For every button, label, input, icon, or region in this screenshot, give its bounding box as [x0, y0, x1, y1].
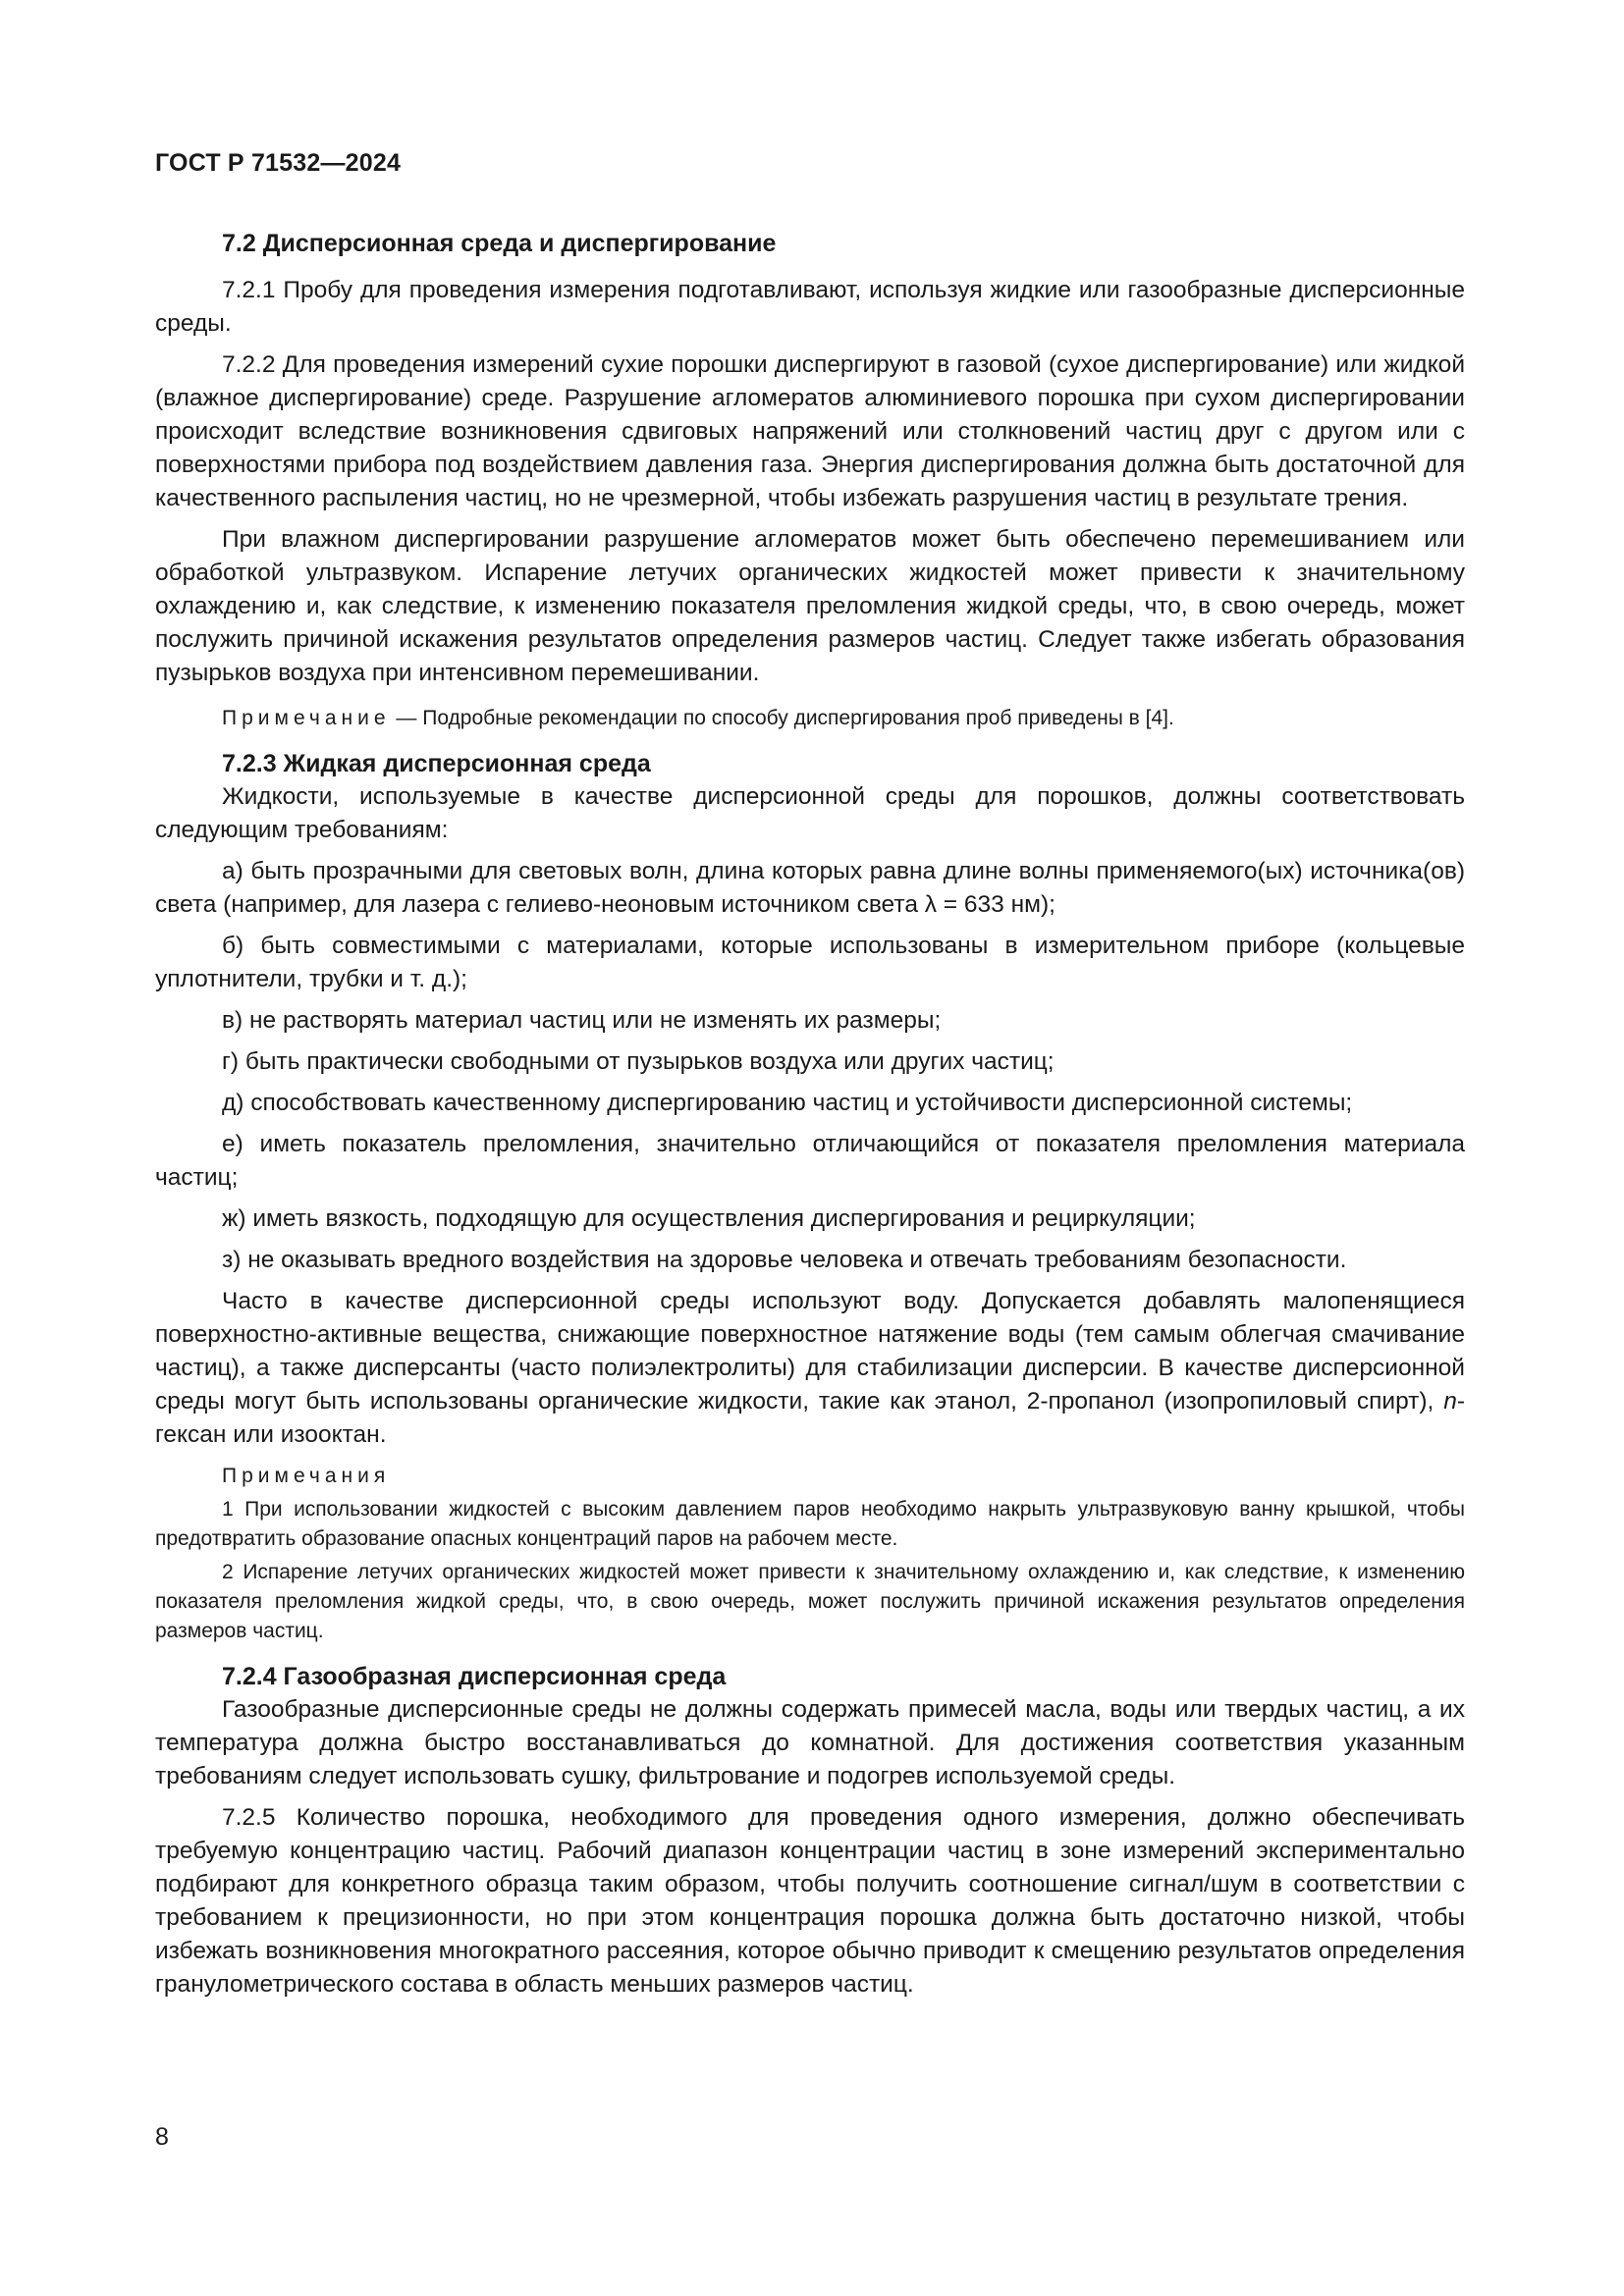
- document-id: ГОСТ Р 71532—2024: [155, 149, 402, 177]
- requirement-item: д) способствовать качественному диспергированию частиц и устойчивости дисперсионной системы;: [222, 1090, 1353, 1116]
- requirement-item: з) не оказывать вредного воздействия на здоровье человека и отвечать требованиям безопасности.: [222, 1247, 1347, 1273]
- requirement-item: е) иметь показатель преломления, значительно отличающийся от показателя преломления материала частиц;: [155, 1131, 1465, 1191]
- note-label: Примечание: [222, 707, 391, 729]
- notes-block: [155, 1462, 1465, 1646]
- note-dispersion: [155, 704, 1465, 733]
- notes-label: Примечания: [222, 1465, 391, 1487]
- note-item: 2 Испарение летучих органических жидкостей может привести к значительному охлаждению и, как следствие, к изменению показателя преломления жидкой среды, что, в свою очередь, может послужить причиной искажения результатов определения размеров частиц.: [155, 1561, 1465, 1642]
- requirement-item: б) быть совместимыми с материалами, которые использованы в измерительном приборе (кольцевые уплотнители, трубки и т. д.);: [155, 933, 1465, 992]
- section-title-7-2: 7.2 Дисперсионная среда и диспергирование: [222, 230, 777, 257]
- requirement-item: ж) иметь вязкость, подходящую для осуществления диспергирования и рециркуляции;: [222, 1205, 1196, 1232]
- water-text-italic: n: [1443, 1388, 1457, 1415]
- paragraph-water-medium: [155, 1285, 1465, 1452]
- requirement-item: а) быть прозрачными для световых волн, длина которых равна длине волны применяемого(ых) источника(ов) света (например, для лазера с гелиево-неоновым источником света λ = 633 нм);: [155, 858, 1465, 918]
- liquid-intro: Жидкости, используемые в качестве дисперсионной среды для порошков, должны соответствовать следующим требованиям:: [155, 783, 1465, 843]
- water-text-after: -гексан или изооктан.: [155, 1388, 1465, 1448]
- subsection-title-7-2-4: 7.2.4 Газообразная дисперсионная среда: [222, 1663, 727, 1690]
- note-item: 1 При использовании жидкостей с высоким давлением паров необходимо накрыть ультразвуковую ванну крышкой, чтобы предотвратить образование опасных концентраций паров на рабочем месте.: [155, 1498, 1465, 1550]
- paragraph-7-2-1: 7.2.1 Пробу для проведения измерения подготавливают, используя жидкие или газообразные дисперсионные среды.: [155, 277, 1465, 337]
- paragraph-7-2-4: Газообразные дисперсионные среды не должны содержать примесей масла, воды или твердых частиц, а их температура должна быстро восстанавливаться до комнатной. Для достижения соответствия указанным требованиям следует использовать сушку, фильтрование и подогрев используемой среды.: [155, 1696, 1465, 1789]
- paragraph-wet-dispersion: При влажном диспергировании разрушение агломератов может быть обеспечено перемешиванием или обработкой ультразвуком. Испарение летучих органических жидкостей может привести к значительному охлаждению и, как следствие, к изменению показателя преломления жидкой среды, что, в свою очередь, может послужить причиной искажения результатов определения размеров частиц. Следует также избегать образования пузырьков воздуха при интенсивном перемешивании.: [155, 526, 1465, 686]
- subsection-title-7-2-3: 7.2.3 Жидкая дисперсионная среда: [222, 750, 651, 777]
- page-number: 8: [155, 2123, 169, 2151]
- requirement-item: г) быть практически свободными от пузырьков воздуха или других частиц;: [222, 1048, 1055, 1075]
- requirement-item: в) не растворять материал частиц или не изменять их размеры;: [222, 1007, 942, 1034]
- document-body: [155, 227, 1465, 2002]
- paragraph-7-2-5: 7.2.5 Количество порошка, необходимого для проведения одного измерения, должно обеспечивать требуемую концентрацию частиц. Рабочий диапазон концентрации частиц в зоне измерений экспериментально подбирают для конкретного образца таким образом, чтобы получить соотношение сигнал/шум в соответствии с требованием к прецизионности, но при этом концентрация порошка должна быть достаточно низкой, чтобы избежать возникновения многократного рассеяния, которое обычно приводит к смещению результатов определения гранулометрического состава в область меньших размеров частиц.: [155, 1804, 1465, 1998]
- note-text: — Подробные рекомендации по способу диспергирования проб приведены в [4].: [390, 707, 1174, 729]
- water-text-before: Часто в качестве дисперсионной среды используют воду. Допускается добавлять малопенящиеся поверхностно-активные вещества, снижающие поверхностное натяжение воды (тем самым облегчая смачивание частиц), а также дисперсанты (часто полиэлектролиты) для стабилизации дисперсии. В качестве дисперсионной среды могут быть использованы органические жидкости, такие как этанол, 2-пропанол (изопропиловый спирт),: [155, 1288, 1465, 1415]
- paragraph-7-2-2: 7.2.2 Для проведения измерений сухие порошки диспергируют в газовой (сухое диспергирование) или жидкой (влажное диспергирование) среде. Разрушение агломератов алюминиевого порошка при сухом диспергировании происходит вследствие возникновения сдвиговых напряжений или столкновений частиц друг с другом или с поверхностями прибора под воздействием давления газа. Энергия диспергирования должна быть достаточной для качественного распыления частиц, но не чрезмерной, чтобы избежать разрушения частиц в результате трения.: [155, 351, 1465, 511]
